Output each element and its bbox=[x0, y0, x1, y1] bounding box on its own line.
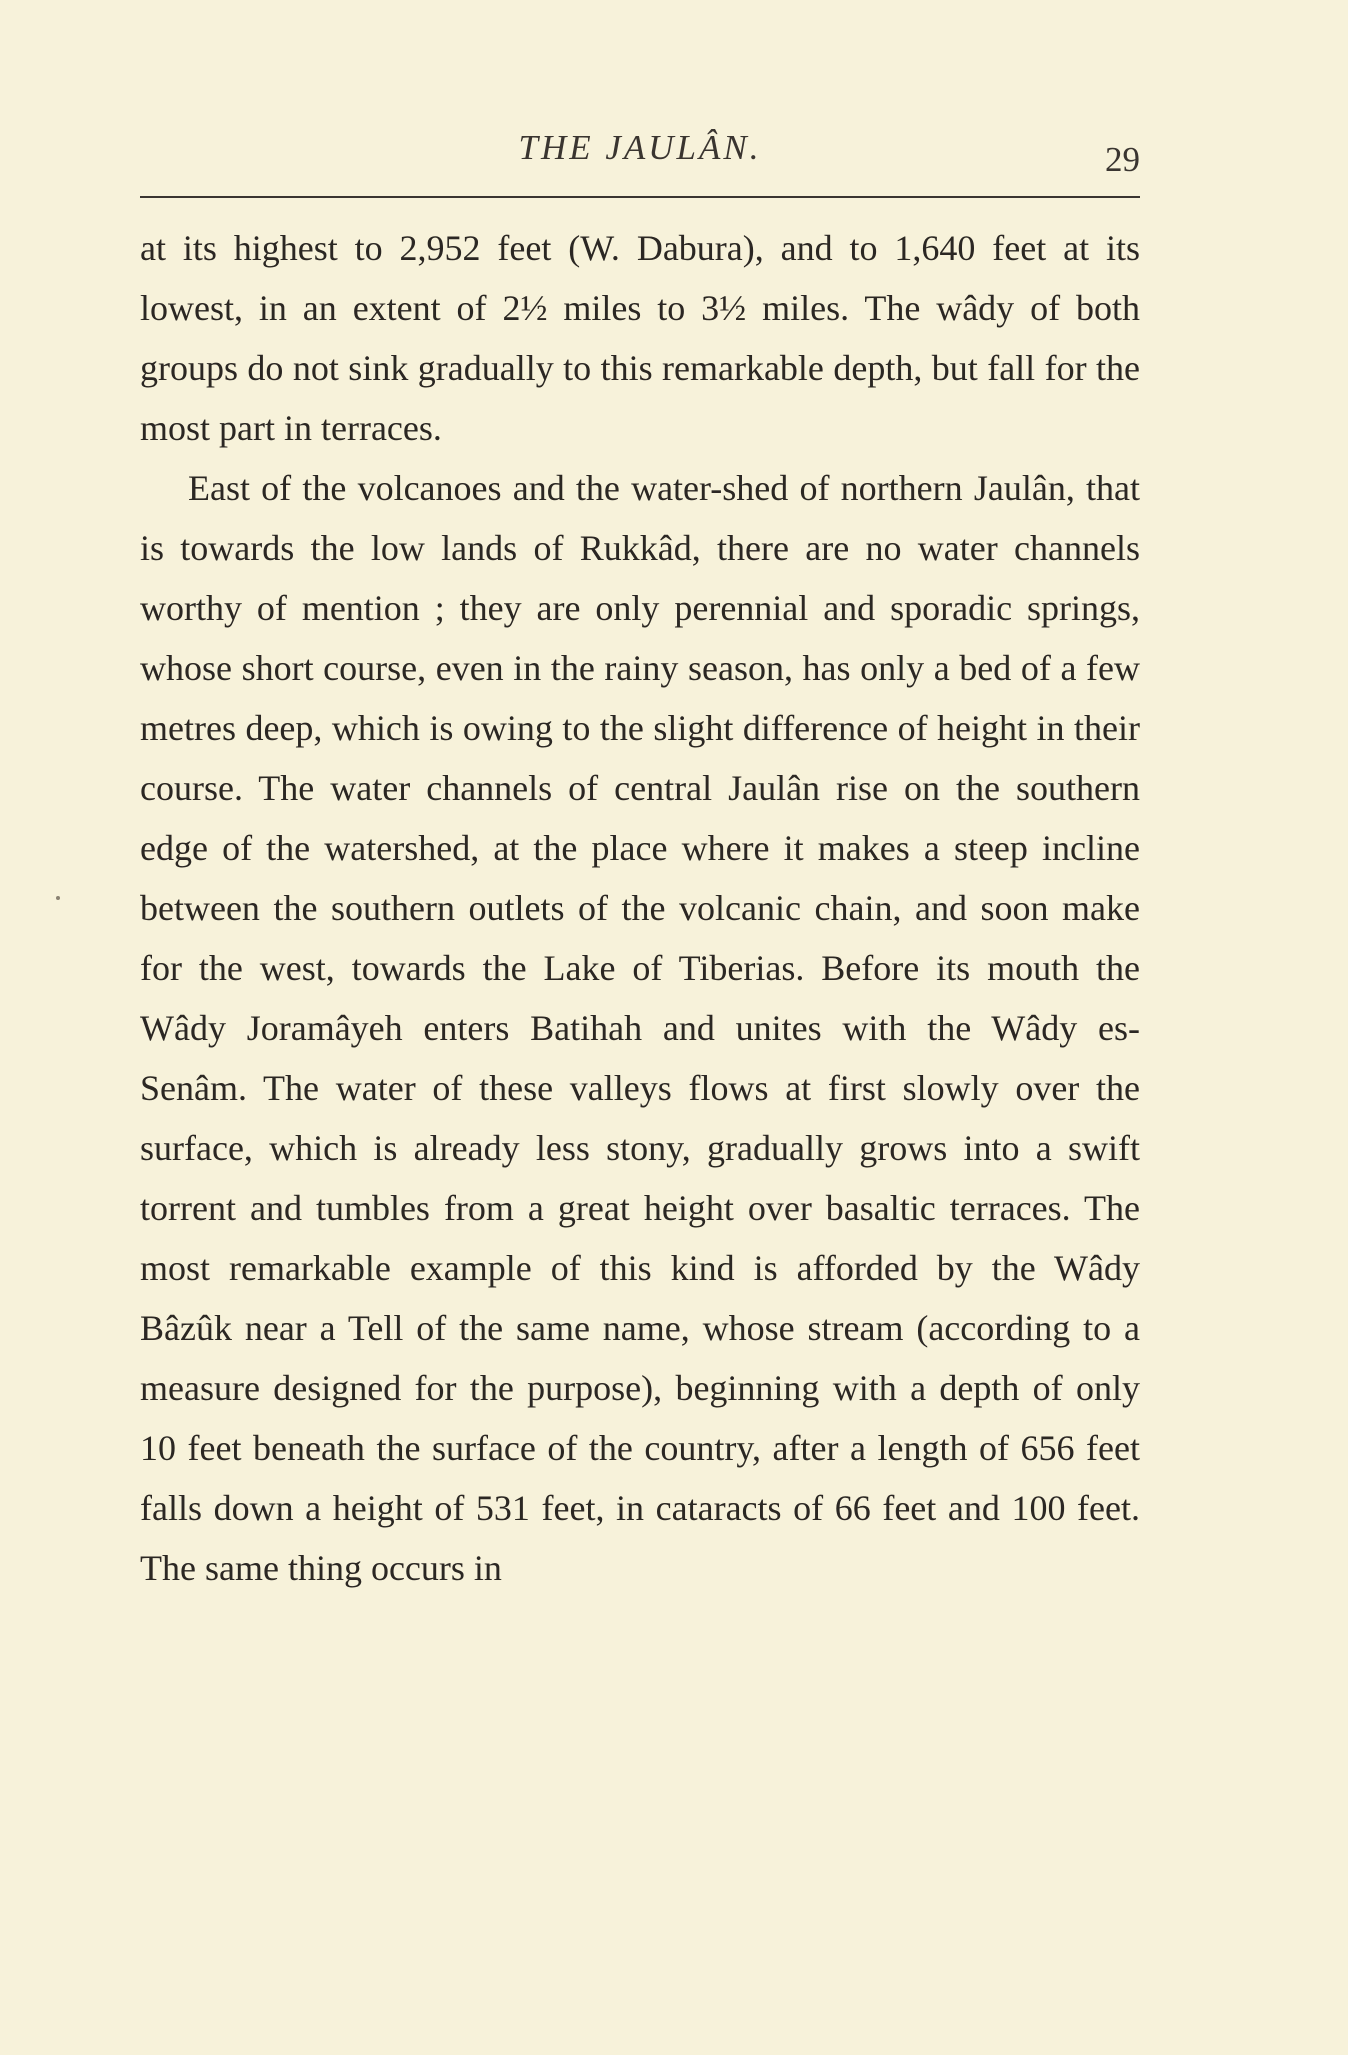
running-title: THE JAULÂN. bbox=[518, 128, 762, 167]
body-text bbox=[140, 218, 1140, 1598]
paragraph-east-of-volcanoes: East of the volcanoes and the water-shed of northern Jaulân, that is towards the low lands of Rukkâd, there are no water channels worthy of mention ; they are only perennial and sporadic springs, whose short course, even in the rainy season, has only a bed of a few metres deep, which is owing to the slight difference of height in their course. The water channels of central Jaulân rise on the southern edge of the watershed, at the place where it makes a steep incline between the southern outlets of the volcanic chain, and soon make for the west, towards the Lake of Tiberias. Before its mouth the Wâdy Joramâyeh enters Batihah and unites with the Wâdy es-Senâm. The water of these valleys flows at first slowly over the surface, which is already less stony, gradually grows into a swift torrent and tumbles from a great height over basaltic terraces. The most remarkable example of this kind is afforded by the Wâdy Bâzûk near a Tell of the same name, whose stream (according to a measure designed for the purpose), beginning with a depth of only 10 feet beneath the surface of the country, after a length of 656 feet falls down a height of 531 feet, in cataracts of 66 feet and 100 feet. The same thing occurs in bbox=[140, 468, 1140, 1588]
page-number: 29 bbox=[1105, 140, 1140, 179]
header-rule bbox=[140, 196, 1140, 198]
running-head bbox=[140, 128, 1140, 178]
margin-speck bbox=[56, 896, 60, 900]
paragraph-continued: at its highest to 2,952 feet (W. Dabura), and to 1,640 feet at its lowest, in an extent of 2½ miles to 3½ miles. The wâdy of both groups do not sink gradually to this remarkable depth, but fall for the most part in terraces. bbox=[140, 228, 1140, 448]
